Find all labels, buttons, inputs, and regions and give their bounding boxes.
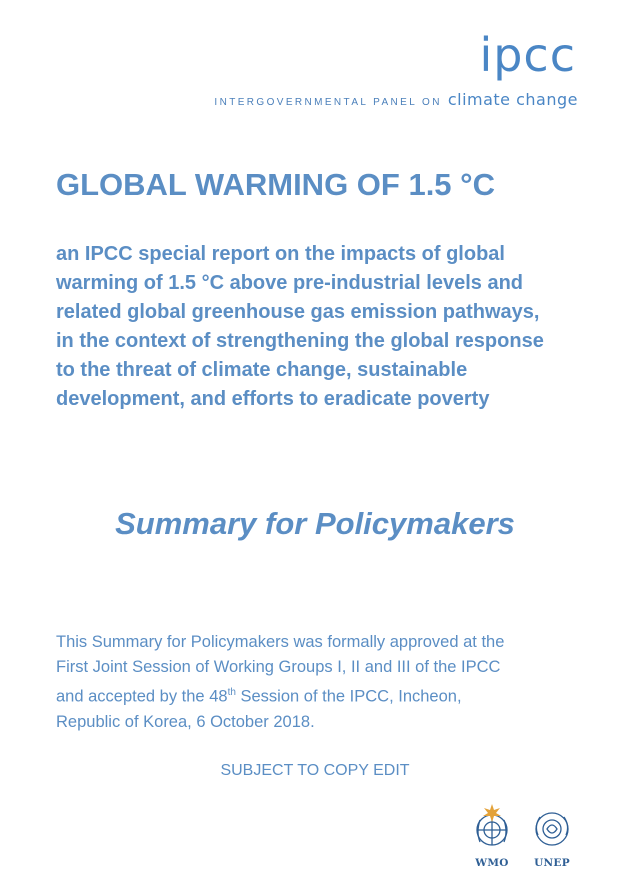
subtitle-line: development, and efforts to eradicate poverty: [56, 388, 490, 410]
ipcc-wordmark: ipcc: [479, 28, 576, 82]
subtitle-line: warming of 1.5 °C above pre-industrial levels and: [56, 272, 524, 294]
approval-line: Session of the IPCC, Incheon,: [235, 687, 462, 706]
copy-edit-note: SUBJECT TO COPY EDIT: [220, 762, 410, 779]
spm-title: Summary for Policymakers: [115, 506, 515, 541]
ordinal-suffix: th: [227, 687, 236, 698]
wmo-logo: [470, 804, 514, 869]
subtitle-line: an IPCC special report on the impacts of global: [56, 243, 505, 265]
wmo-emblem-icon: [470, 804, 514, 850]
ipcc-tagline: [214, 90, 578, 109]
approval-line: and accepted by the 48: [56, 687, 228, 706]
partner-logos: [470, 804, 580, 869]
approval-line: Republic of Korea, 6 October 2018.: [56, 712, 315, 731]
approval-statement: [56, 630, 576, 735]
ipcc-logo: [214, 28, 578, 112]
wmo-label: WMO: [475, 857, 509, 869]
tagline-prefix: INTERGOVERNMENTAL PANEL ON: [214, 97, 442, 108]
unep-emblem-icon: [530, 804, 574, 850]
subtitle-line: related global greenhouse gas emission pathways,: [56, 301, 540, 323]
unep-label: UNEP: [534, 857, 570, 869]
subtitle-line: to the threat of climate change, sustainable: [56, 359, 468, 381]
report-title: GLOBAL WARMING OF 1.5 °C: [56, 167, 495, 202]
report-subtitle: [56, 240, 596, 414]
approval-line: First Joint Session of Working Groups I, II and III of the IPCC: [56, 658, 501, 676]
tagline-suffix: climate change: [447, 90, 578, 109]
approval-line: This Summary for Policymakers was formally approved at the: [56, 633, 505, 651]
unep-logo: [530, 804, 574, 869]
subtitle-line: in the context of strengthening the global response: [56, 330, 544, 352]
